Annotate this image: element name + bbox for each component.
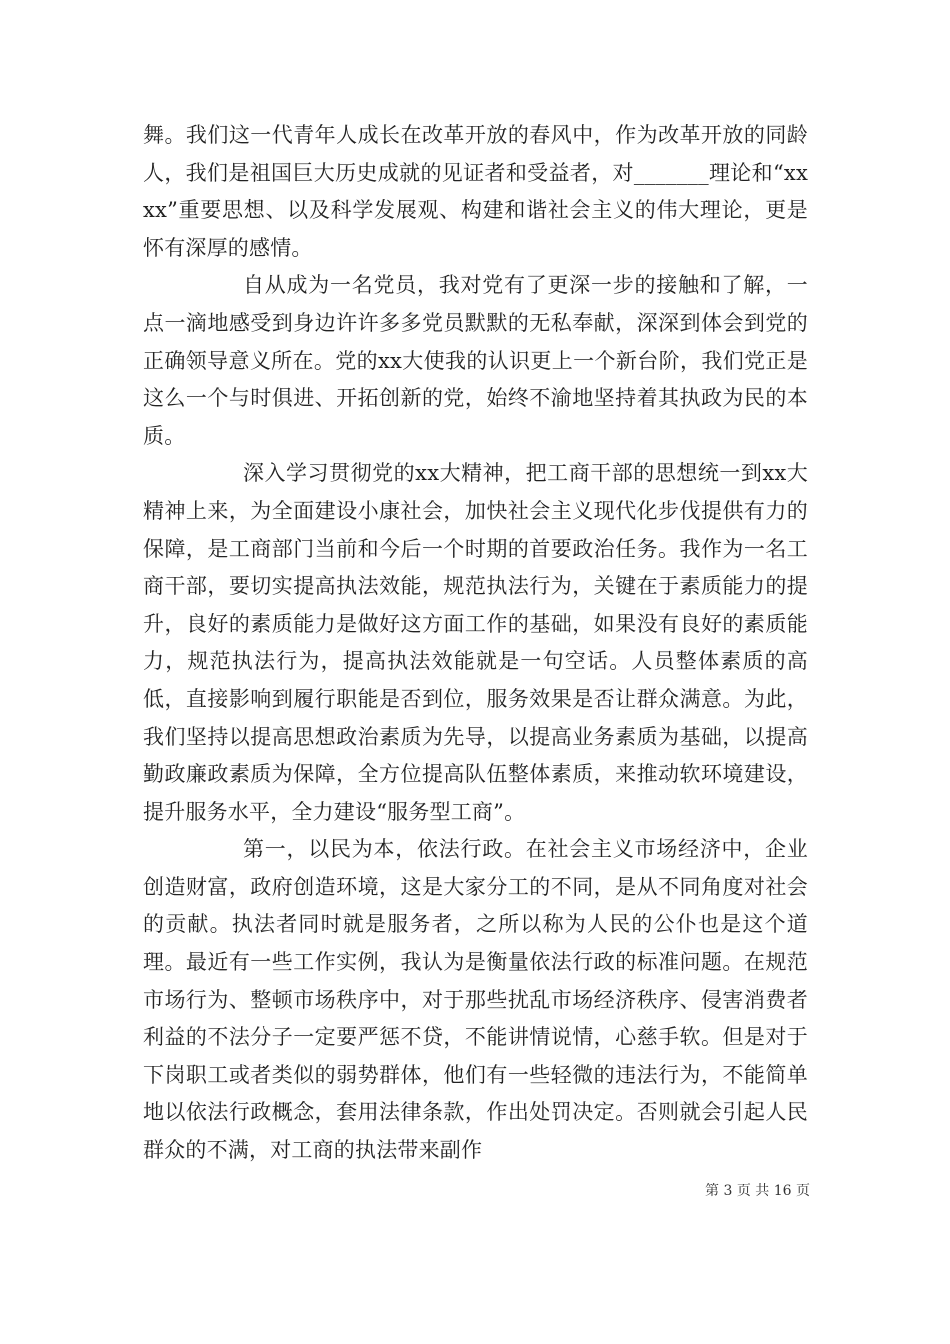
paragraph-study-spirit: 深入学习贯彻党的xx大精神，把工商干部的思想统一到xx大精神上来，为全面建设小康社会，加快社会主义现代化步伐提供有力的保障，是工商部门当前和今后一个时期的首要政治任务。我作为一名工商干部，要切实提高执法效能，规范执法行为，关键在于素质能力的提升，良好的素质能力是做好这方面工作的基础，如果没有良好的素质能力，规范执法行为，提高执法效能就是一句空话。人员整体素质的高低，直接影响到履行职能是否到位，服务效果是否让群众满意。为此，我们坚持以提高思想政治素质为先导，以提高业务素质为基础，以提高勤政廉政素质为保障，全方位提高队伍整体素质，来推动软环境建设，提升服务水平，全力建设“服务型工商”。 — [143, 461, 808, 824]
page-number-footer: 第 3 页 共 16 页 — [705, 1183, 810, 1199]
paragraph-first-point: 第一，以民为本，依法行政。在社会主义市场经济中，企业创造财富，政府创造环境，这是大家分工的不同，是从不同角度对社会的贡献。执法者同时就是服务者，之所以称为人民的公仆也是这个道理。最近有一些工作实例，我认为是衡量依法行政的标准问题。在规范市场行为、整顿市场秩序中，对于那些扰乱市场经济秩序、侵害消费者利益的不法分子一定要严惩不贷，不能讲情说情，心慈手软。但是对于下岗职工或者类似的弱势群体，他们有一些轻微的违法行为，不能简单地以依法行政概念，套用法律条款，作出处罚决定。否则就会引起人民群众的不满，对工商的执法带来副作 — [143, 837, 808, 1163]
document-body — [143, 117, 808, 1170]
paragraph-continuation: 舞。我们这一代青年人成长在改革开放的春风中，作为改革开放的同龄人，我们是祖国巨大历史成就的见证者和受益者，对_______理论和“xxxx”重要思想、以及科学发展观、构建和谐社会主义的伟大理论，更是怀有深厚的感情。 — [143, 123, 808, 260]
paragraph-party-member: 自从成为一名党员，我对党有了更深一步的接触和了解，一点一滴地感受到身边许许多多党员默默的无私奉献，深深到体会到党的正确领导意义所在。党的xx大使我的认识更上一个新台阶，我们党正是这么一个与时俱进、开拓创新的党，始终不渝地坚持着其执政为民的本质。 — [143, 273, 808, 448]
